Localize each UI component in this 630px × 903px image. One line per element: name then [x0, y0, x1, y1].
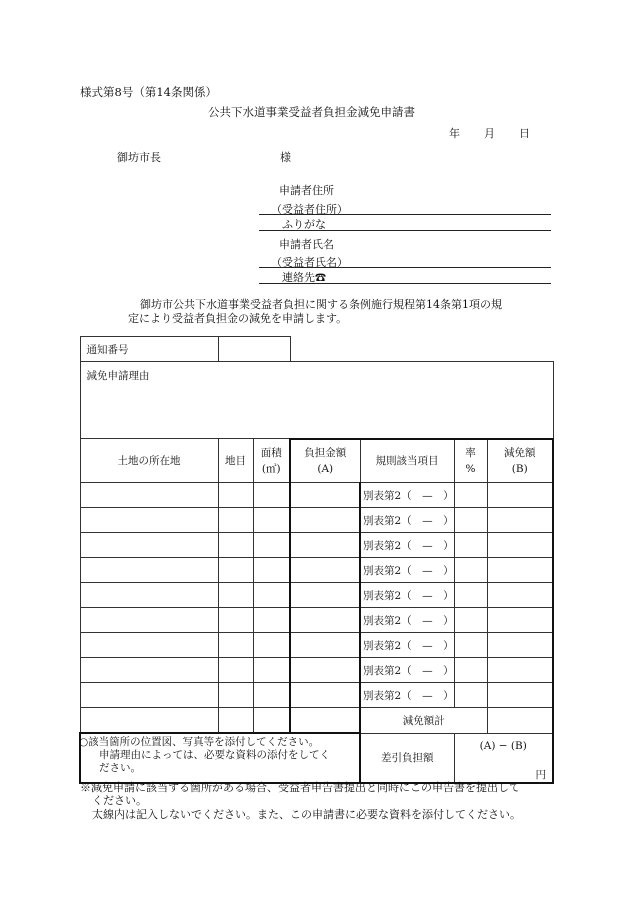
date-day-label: 日: [519, 127, 530, 140]
location-cell[interactable]: [80, 583, 218, 608]
notice-number-field[interactable]: [218, 337, 290, 362]
land-category-cell[interactable]: [218, 658, 253, 683]
location-cell[interactable]: [80, 608, 218, 633]
reason-field[interactable]: [80, 362, 553, 439]
address-underline: [259, 214, 551, 215]
charge-cell: [290, 658, 360, 683]
honorific: 様: [280, 151, 291, 164]
rule-item-cell: 別表第2（ — ）: [360, 483, 454, 508]
attachment-note-3: ださい。: [99, 762, 141, 774]
location-cell[interactable]: [80, 658, 218, 683]
charge-cell: [290, 483, 360, 508]
area-cell[interactable]: [253, 633, 290, 658]
attachment-note-cell: [80, 733, 360, 783]
applicant-address-label: 申請者住所: [279, 184, 334, 197]
rule-item-cell: 別表第2（ — ）: [360, 533, 454, 558]
reduction-cell: [487, 558, 553, 583]
date-year-label: 年: [449, 127, 460, 140]
location-header: 土地の所在地: [80, 439, 218, 483]
area-header: [253, 439, 290, 483]
furigana-label: ふりがな: [282, 218, 326, 231]
rate-unit: %: [465, 462, 476, 475]
land-category-cell[interactable]: [218, 583, 253, 608]
beneficiary-name-label: （受益者氏名）: [271, 256, 348, 269]
land-category-cell[interactable]: [218, 608, 253, 633]
rate-cell: [454, 483, 487, 508]
total-label: 減免額計: [360, 708, 487, 734]
land-category-header: 地目: [218, 439, 253, 483]
area-cell[interactable]: [253, 608, 290, 633]
total-row-land: [218, 708, 253, 734]
location-cell[interactable]: [80, 558, 218, 583]
reduction-cell: [487, 483, 553, 508]
rule-item-cell: 別表第2（ — ）: [360, 583, 454, 608]
charge-cell: [290, 558, 360, 583]
notice-number-blank: [290, 337, 553, 362]
reduction-label: 減免額: [504, 446, 536, 459]
reduction-mark: (B): [511, 462, 528, 475]
charge-cell: [290, 633, 360, 658]
area-cell[interactable]: [253, 508, 290, 533]
table-row: [80, 508, 553, 533]
land-category-cell[interactable]: [218, 683, 253, 708]
rate-cell: [454, 633, 487, 658]
date-month-label: 月: [484, 127, 495, 140]
rule-item-cell: 別表第2（ — ）: [360, 683, 454, 708]
reduction-cell: [487, 658, 553, 683]
table-row: [80, 583, 553, 608]
rate-cell: [454, 608, 487, 633]
rate-header: [454, 439, 487, 483]
rule-item-cell: 別表第2（ — ）: [360, 633, 454, 658]
area-cell[interactable]: [253, 658, 290, 683]
addressee: 御坊市長: [117, 151, 161, 164]
body-text-line2: 定により受益者負担金の減免を申請します。: [128, 312, 348, 325]
footer-note-1: ※減免申請に該当する箇所がある場合、受益者申告書提出と同時にこの申告書を提出して: [80, 781, 520, 794]
land-category-cell[interactable]: [218, 633, 253, 658]
reduction-cell: [487, 683, 553, 708]
contact-label: 連絡先☎: [282, 271, 326, 284]
land-category-cell[interactable]: [218, 508, 253, 533]
charge-cell: [290, 583, 360, 608]
beneficiary-address-label: （受益者住所）: [271, 203, 348, 216]
reduction-cell: [487, 533, 553, 558]
applicant-name-label: 申請者氏名: [279, 238, 334, 251]
reduction-cell: [487, 508, 553, 533]
total-row-charge: [290, 708, 360, 734]
charge-label: 負担金額: [304, 446, 347, 459]
rate-cell: [454, 508, 487, 533]
table-row: [80, 633, 553, 658]
rate-cell: [454, 583, 487, 608]
table-row: [80, 683, 553, 708]
footer-note-3: 太線内は記入しないでください。また、この申請書に必要な資料を添付してください。: [92, 808, 521, 821]
document-title: 公共下水道事業受益者負担金減免申請書: [208, 105, 415, 119]
rate-cell: [454, 683, 487, 708]
table-row: [80, 658, 553, 683]
location-cell[interactable]: [80, 683, 218, 708]
location-cell[interactable]: [80, 533, 218, 558]
yen-label: 円: [454, 758, 553, 783]
rate-cell: [454, 558, 487, 583]
charge-cell: [290, 533, 360, 558]
contact-underline: [259, 283, 551, 284]
total-row-area: [253, 708, 290, 734]
reason-label: 減免申請理由: [86, 370, 150, 382]
table-row: [80, 558, 553, 583]
land-category-cell[interactable]: [218, 483, 253, 508]
area-cell[interactable]: [253, 683, 290, 708]
rate-cell: [454, 533, 487, 558]
rule-item-cell: 別表第2（ — ）: [360, 508, 454, 533]
rate-label: 率: [465, 446, 476, 459]
attachment-note-1: ○該当箇所の位置図、写真等を添付してください。: [79, 736, 320, 748]
application-table: [79, 336, 554, 784]
charge-cell: [290, 508, 360, 533]
furigana-underline: [259, 230, 551, 231]
area-cell[interactable]: [253, 583, 290, 608]
footer-note-2: ください。: [92, 794, 147, 807]
reduction-header: [487, 439, 553, 483]
location-cell[interactable]: [80, 483, 218, 508]
rule-item-cell: 別表第2（ — ）: [360, 558, 454, 583]
formula-label: (A) − (B): [454, 733, 553, 758]
charge-header: [290, 439, 360, 483]
total-row-location: [80, 708, 218, 734]
table-row: [80, 608, 553, 633]
area-label: 面積: [260, 446, 282, 459]
reduction-cell: [487, 583, 553, 608]
deducted-label: 差引負担額: [360, 733, 454, 783]
attachment-note-2: 申請理由によっては、必要な資料の添付をしてく: [99, 749, 330, 761]
location-cell[interactable]: [80, 633, 218, 658]
table-row: [80, 483, 553, 508]
reduction-cell: [487, 608, 553, 633]
land-category-cell[interactable]: [218, 558, 253, 583]
charge-cell: [290, 683, 360, 708]
body-text-line1: 御坊市公共下水道事業受益者負担に関する条例施行規程第14条第1項の規: [140, 298, 502, 311]
area-cell[interactable]: [253, 533, 290, 558]
total-value-field[interactable]: [487, 708, 553, 734]
name-underline: [259, 267, 551, 268]
area-cell[interactable]: [253, 558, 290, 583]
land-category-cell[interactable]: [218, 533, 253, 558]
table-row: [80, 533, 553, 558]
rule-item-header: 規則該当項目: [360, 439, 454, 483]
rule-item-cell: 別表第2（ — ）: [360, 658, 454, 683]
charge-mark: (A): [317, 462, 334, 475]
rule-item-cell: 別表第2（ — ）: [360, 608, 454, 633]
area-cell[interactable]: [253, 483, 290, 508]
reduction-cell: [487, 633, 553, 658]
form-number: 様式第8号（第14条関係）: [80, 85, 217, 99]
rate-cell: [454, 658, 487, 683]
notice-number-label: 通知番号: [80, 337, 218, 362]
area-unit: (㎡): [261, 462, 281, 475]
location-cell[interactable]: [80, 508, 218, 533]
charge-cell: [290, 608, 360, 633]
